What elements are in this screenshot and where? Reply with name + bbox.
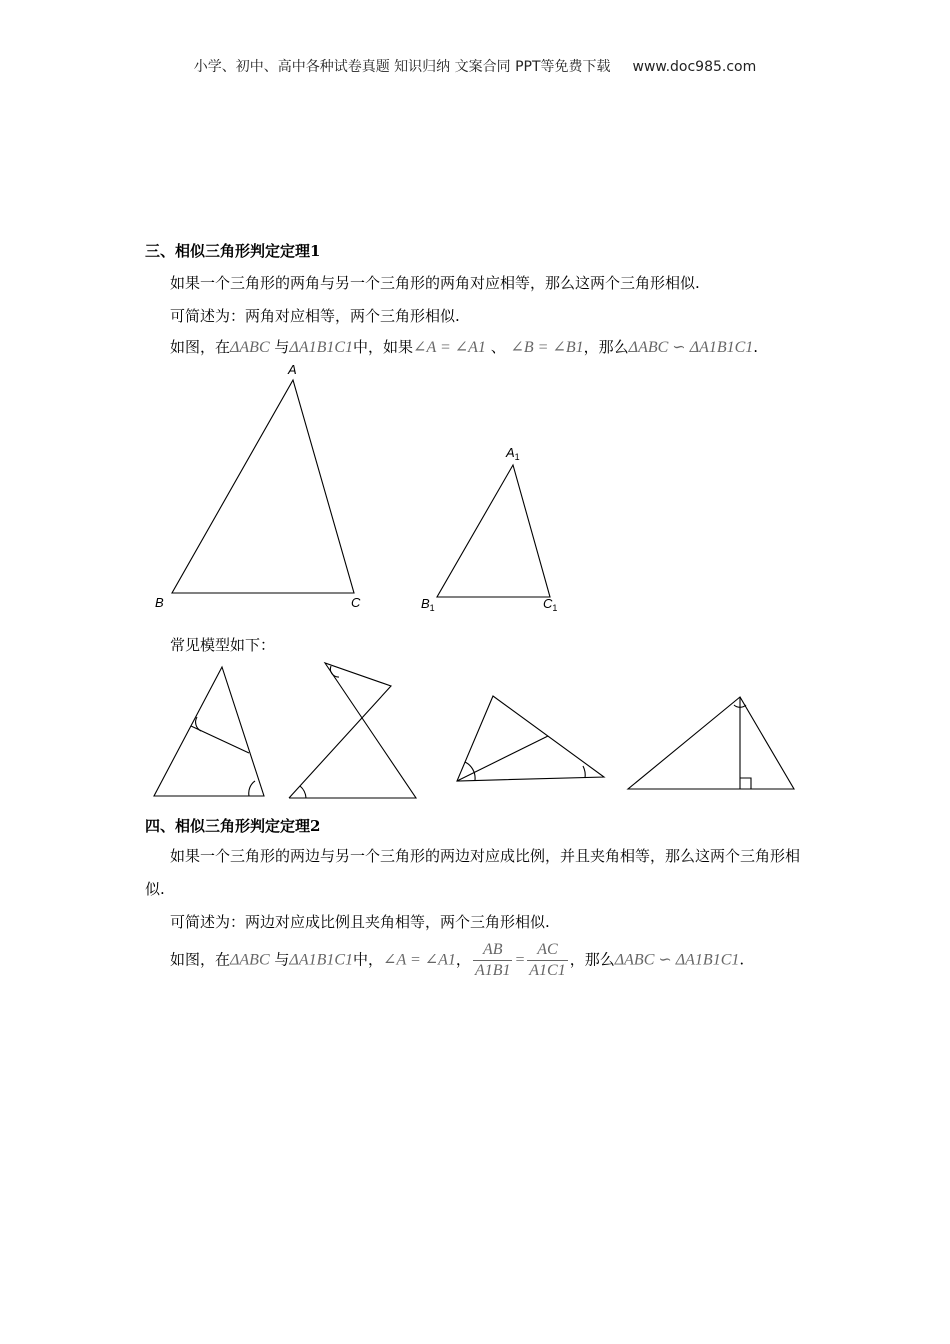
model-1-figure — [154, 667, 264, 796]
condition-angle-a: ∠A = ∠A1 — [413, 339, 486, 356]
label-c1: $C_1$ — [543, 596, 558, 613]
triangle-abc: ΔABC — [230, 951, 270, 969]
model-4-figure — [628, 697, 794, 789]
header-text: 小学、初中、高中各种试卷真题 知识归纳 文案合同 PPT等免费下载 — [193, 59, 611, 75]
model-3-figure — [457, 696, 604, 781]
section4-example: 如图，在ΔABC 与ΔA1B1C1中，∠A = ∠A1， $\frac{AB}{A1B1}$ = $\frac{AC}{A1C1}$ ，那么ΔABC ∽ ΔA1B1C1. — [170, 941, 745, 979]
ratio-ab: $\frac{AB}{A1B1}$ — [474, 941, 511, 979]
conclusion-similar: ΔABC ∽ ΔA1B1C1 — [628, 339, 754, 356]
models-caption: 常见模型如下： — [170, 636, 276, 654]
section3-brief: 可简述为：两角对应相等，两个三角形相似. — [170, 307, 460, 325]
section3-example: 如图，在ΔABC 与ΔA1B1C1中，如果∠A = ∠A1 、 ∠B = ∠B1，那么ΔABC ∽ ΔA1B1C1. — [170, 338, 759, 356]
section4-statement: 如果一个三角形的两边与另一个三角形的两边对应成比例，并且夹角相等，那么这两个三角形相似. — [145, 847, 801, 898]
section3-statement: 如果一个三角形的两角与另一个三角形的两角对应相等，那么这两个三角形相似. — [170, 274, 700, 292]
model-2-figure — [289, 663, 416, 798]
triangle-abc: ΔABC — [230, 339, 270, 356]
condition-angle-b: ∠B = ∠B1 — [510, 339, 584, 356]
triangle-a1b1c1: ΔA1B1C1 — [289, 951, 354, 969]
conclusion-similar: ΔABC ∽ ΔA1B1C1 — [614, 951, 740, 969]
triangle-a1b1c1-shape — [437, 465, 550, 597]
section4-title: 四、相似三角形判定定理2 — [145, 817, 321, 835]
condition-angle-a: ∠A = ∠A1 — [383, 951, 456, 969]
label-a1: $A_1$ — [506, 445, 520, 462]
triangle-abc-shape — [172, 380, 354, 593]
section4-brief: 可简述为：两边对应成比例且夹角相等，两个三角形相似. — [170, 913, 550, 931]
label-a: A — [288, 362, 297, 377]
label-b1: $B_1$ — [421, 596, 435, 613]
label-b: B — [155, 595, 164, 610]
label-c: C — [351, 595, 361, 610]
section3-title: 三、相似三角形判定定理1 — [145, 242, 321, 260]
header-url[interactable]: www.doc985.com — [632, 59, 757, 75]
triangle-a1b1c1: ΔA1B1C1 — [289, 339, 354, 356]
ratio-ac: $\frac{AC}{A1C1}$ — [529, 941, 566, 979]
